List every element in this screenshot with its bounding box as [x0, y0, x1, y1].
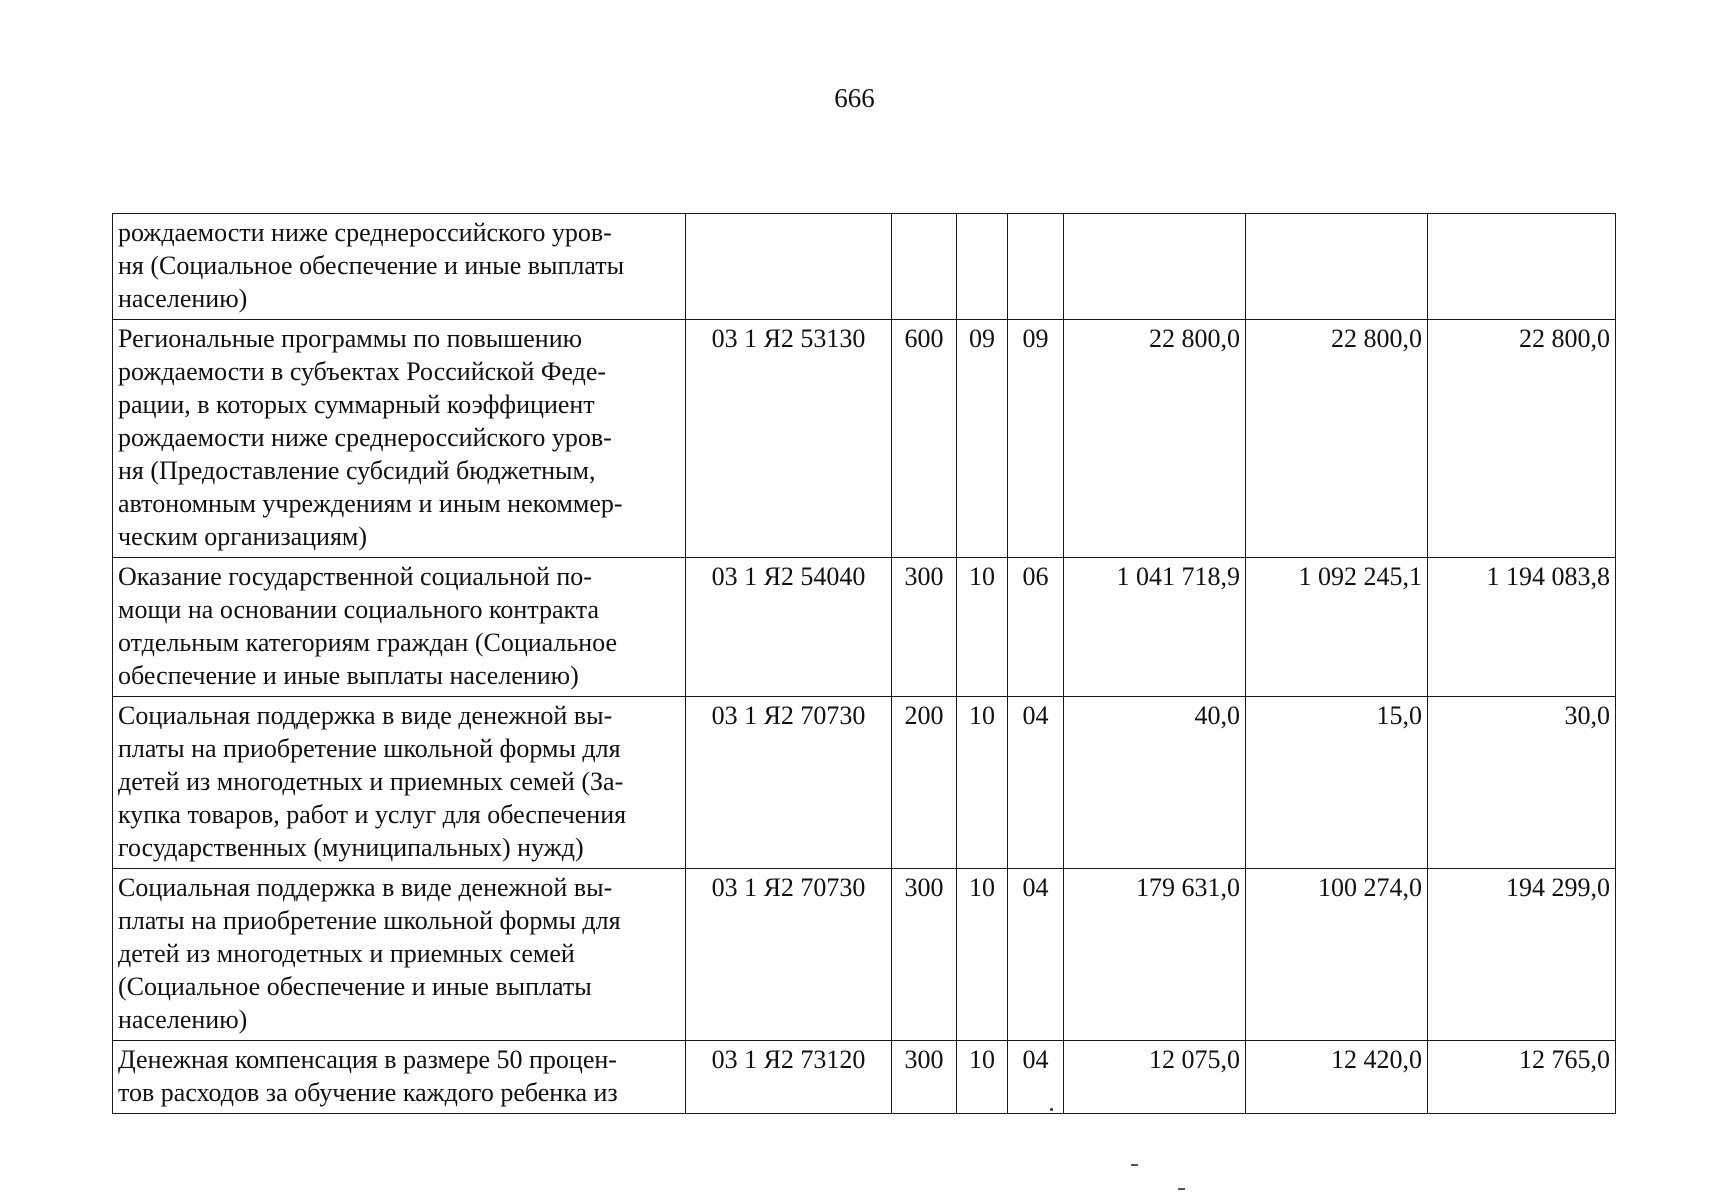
item-name-line: мощи на основании социального контракта	[118, 595, 600, 624]
cell-subsection: 04	[1008, 697, 1064, 869]
cell-expense-type: 300	[892, 558, 957, 697]
item-name-line: платы на приобретение школьной формы для	[118, 734, 621, 763]
cell-subsection	[1008, 214, 1064, 320]
cell-expense-type: 600	[892, 320, 957, 558]
table-row	[113, 869, 1616, 1041]
item-name-line: обеспечение и иные выплаты населению)	[118, 661, 579, 690]
item-name-line: платы на приобретение школьной формы для	[118, 906, 621, 935]
cell-target-article: 03 1 Я2 73120	[686, 1041, 892, 1114]
item-name-line: детей из многодетных и приемных семей	[118, 939, 575, 968]
item-name-line: отдельным категориям граждан (Социальное	[118, 628, 618, 657]
cell-section: 10	[957, 558, 1008, 697]
item-name-line: ня (Социальное обеспечение и иные выплаты	[118, 251, 625, 280]
scan-dash	[1178, 1188, 1185, 1190]
budget-table	[112, 213, 1616, 1114]
scan-dash	[1131, 1164, 1138, 1166]
cell-amount-year1: 12 075,0	[1064, 1041, 1246, 1114]
cell-section: 09	[957, 320, 1008, 558]
cell-target-article	[686, 214, 892, 320]
table-row	[113, 558, 1616, 697]
item-name-line: рождаемости ниже среднероссийского уров-	[118, 423, 612, 452]
cell-amount-year1: 40,0	[1064, 697, 1246, 869]
cell-amount-year2	[1246, 214, 1428, 320]
item-name-line: рождаемости ниже среднероссийского уров-	[118, 218, 612, 247]
cell-target-article: 03 1 Я2 70730	[686, 697, 892, 869]
cell-item-name	[113, 558, 686, 697]
item-name-line: автономным учреждениям и иным некоммер-	[118, 489, 623, 518]
cell-item-name	[113, 320, 686, 558]
item-name-line: населению)	[118, 284, 248, 313]
scan-speck	[1050, 1108, 1053, 1111]
cell-target-article: 03 1 Я2 54040	[686, 558, 892, 697]
cell-expense-type: 200	[892, 697, 957, 869]
cell-amount-year3: 12 765,0	[1428, 1041, 1616, 1114]
cell-subsection: 04	[1008, 1041, 1064, 1114]
cell-amount-year3: 30,0	[1428, 697, 1616, 869]
item-name-line: рации, в которых суммарный коэффициент	[118, 390, 595, 419]
cell-amount-year1	[1064, 214, 1246, 320]
cell-section	[957, 214, 1008, 320]
cell-amount-year2: 15,0	[1246, 697, 1428, 869]
item-name-line: купка товаров, работ и услуг для обеспечения	[118, 800, 627, 829]
item-name-line: населению)	[118, 1005, 248, 1034]
cell-amount-year2: 22 800,0	[1246, 320, 1428, 558]
cell-amount-year1: 1 041 718,9	[1064, 558, 1246, 697]
cell-target-article: 03 1 Я2 53130	[686, 320, 892, 558]
page-number: 666	[834, 83, 875, 113]
item-name-line: Денежная компенсация в размере 50 процен-	[118, 1045, 617, 1074]
cell-target-article: 03 1 Я2 70730	[686, 869, 892, 1041]
cell-item-name	[113, 869, 686, 1041]
cell-amount-year2: 100 274,0	[1246, 869, 1428, 1041]
cell-amount-year1: 22 800,0	[1064, 320, 1246, 558]
item-name-line: рождаемости в субъектах Российской Феде-	[118, 357, 607, 386]
cell-item-name	[113, 697, 686, 869]
table-row	[113, 320, 1616, 558]
item-name-line: Социальная поддержка в виде денежной вы-	[118, 873, 613, 902]
table-row	[113, 1041, 1616, 1114]
item-name-line: ня (Предоставление субсидий бюджетным,	[118, 456, 596, 485]
cell-section: 10	[957, 697, 1008, 869]
cell-amount-year3: 22 800,0	[1428, 320, 1616, 558]
item-name-line: государственных (муниципальных) нужд)	[118, 833, 584, 862]
cell-section: 10	[957, 1041, 1008, 1114]
budget-table-body	[113, 214, 1616, 1114]
cell-subsection: 06	[1008, 558, 1064, 697]
cell-item-name	[113, 214, 686, 320]
cell-amount-year1: 179 631,0	[1064, 869, 1246, 1041]
cell-amount-year2: 12 420,0	[1246, 1041, 1428, 1114]
cell-expense-type	[892, 214, 957, 320]
cell-amount-year3	[1428, 214, 1616, 320]
table-row	[113, 697, 1616, 869]
cell-expense-type: 300	[892, 1041, 957, 1114]
cell-section: 10	[957, 869, 1008, 1041]
item-name-line: (Социальное обеспечение и иные выплаты	[118, 972, 592, 1001]
table-row	[113, 214, 1616, 320]
cell-amount-year2: 1 092 245,1	[1246, 558, 1428, 697]
item-name-line: тов расходов за обучение каждого ребенка из	[118, 1078, 618, 1107]
item-name-line: детей из многодетных и приемных семей (За-	[118, 767, 624, 796]
item-name-line: ческим организациям)	[118, 522, 368, 551]
item-name-line: Региональные программы по повышению	[118, 324, 583, 353]
item-name-line: Оказание государственной социальной по-	[118, 562, 592, 591]
cell-amount-year3: 1 194 083,8	[1428, 558, 1616, 697]
cell-expense-type: 300	[892, 869, 957, 1041]
cell-subsection: 09	[1008, 320, 1064, 558]
cell-amount-year3: 194 299,0	[1428, 869, 1616, 1041]
item-name-line: Социальная поддержка в виде денежной вы-	[118, 701, 613, 730]
cell-subsection: 04	[1008, 869, 1064, 1041]
cell-item-name	[113, 1041, 686, 1114]
